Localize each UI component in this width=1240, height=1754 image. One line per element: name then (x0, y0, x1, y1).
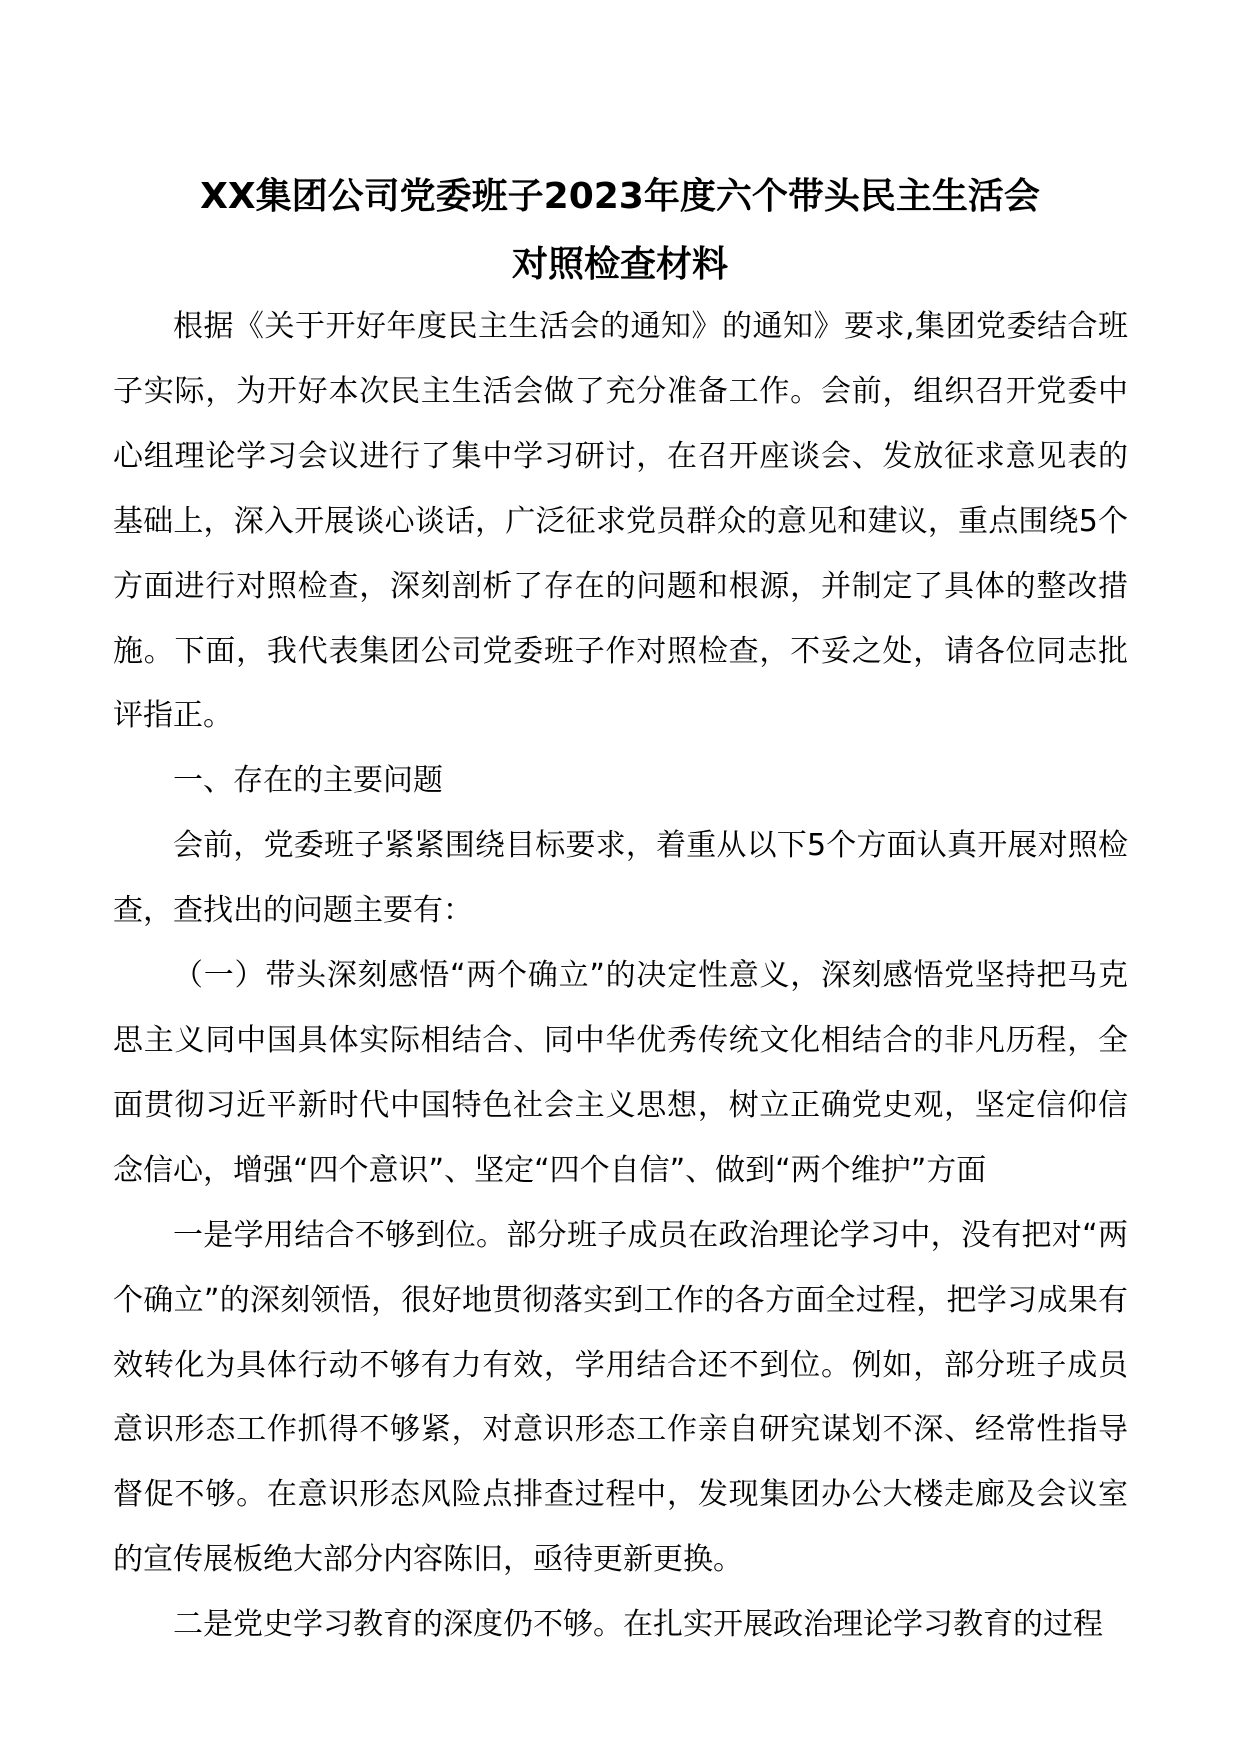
paragraph-point-1: 一是学用结合不够到位。部分班子成员在政治理论学习中，没有把对“两个确立”的深刻领悟，很好地贯彻落实到工作的各方面全过程，把学习成果有效转化为具体行动不够有力有效，学用结合还不到位。例如，部分班子成员意识形态工作抓得不够紧，对意识形态工作亲自研究谋划不深、经常性指导督促不够。在意识形态风险点排查过程中，发现集团办公大楼走廊及会议室的宣传展板绝大部分内容陈旧，亟待更新更换。 (113, 1217, 1128, 1578)
document-title-line-2: 对照检查材料 (511, 244, 728, 285)
paragraph-point-2: 二是党史学习教育的深度仍不够。在扎实开展政治理论学习教育的过程 (173, 1607, 1103, 1643)
paragraph-intro: 根据《关于开好年度民主生活会的通知》的通知》要求,集团党委结合班子实际，为开好本次民主生活会做了充分准备工作。会前，组织召开党委中心组理论学习会议进行了集中学习研讨，在召开座谈会、发放征求意见表的基础上，深入开展谈心谈话，广泛征求党员群众的意见和建议，重点围绕5个方面进行对照检查，深刻剖析了存在的问题和根源，并制定了具体的整改措施。下面，我代表集团公司党委班子作对照检查，不妥之处，请各位同志批评指正。 (113, 309, 1128, 734)
section-heading-main-problems: 一、存在的主要问题 (173, 763, 443, 799)
document-body (113, 295, 1128, 1658)
document-title-line-1: XX集团公司党委班子2023年度六个带头民主生活会 (200, 176, 1040, 217)
subsection-heading-1: （一）带头深刻感悟“两个确立”的决定性意义，深刻感悟党坚持把马克思主义同中国具体实际相结合、同中华优秀传统文化相结合的非凡历程，全面贯彻习近平新时代中国特色社会主义思想，树立正确党史观，坚定信仰信念信心，增强“四个意识”、坚定“四个自信”、做到“两个维护”方面 (113, 958, 1128, 1188)
paragraph-section-intro: 会前，党委班子紧紧围绕目标要求，着重从以下5个方面认真开展对照检查，查找出的问题主要有： (113, 828, 1128, 929)
